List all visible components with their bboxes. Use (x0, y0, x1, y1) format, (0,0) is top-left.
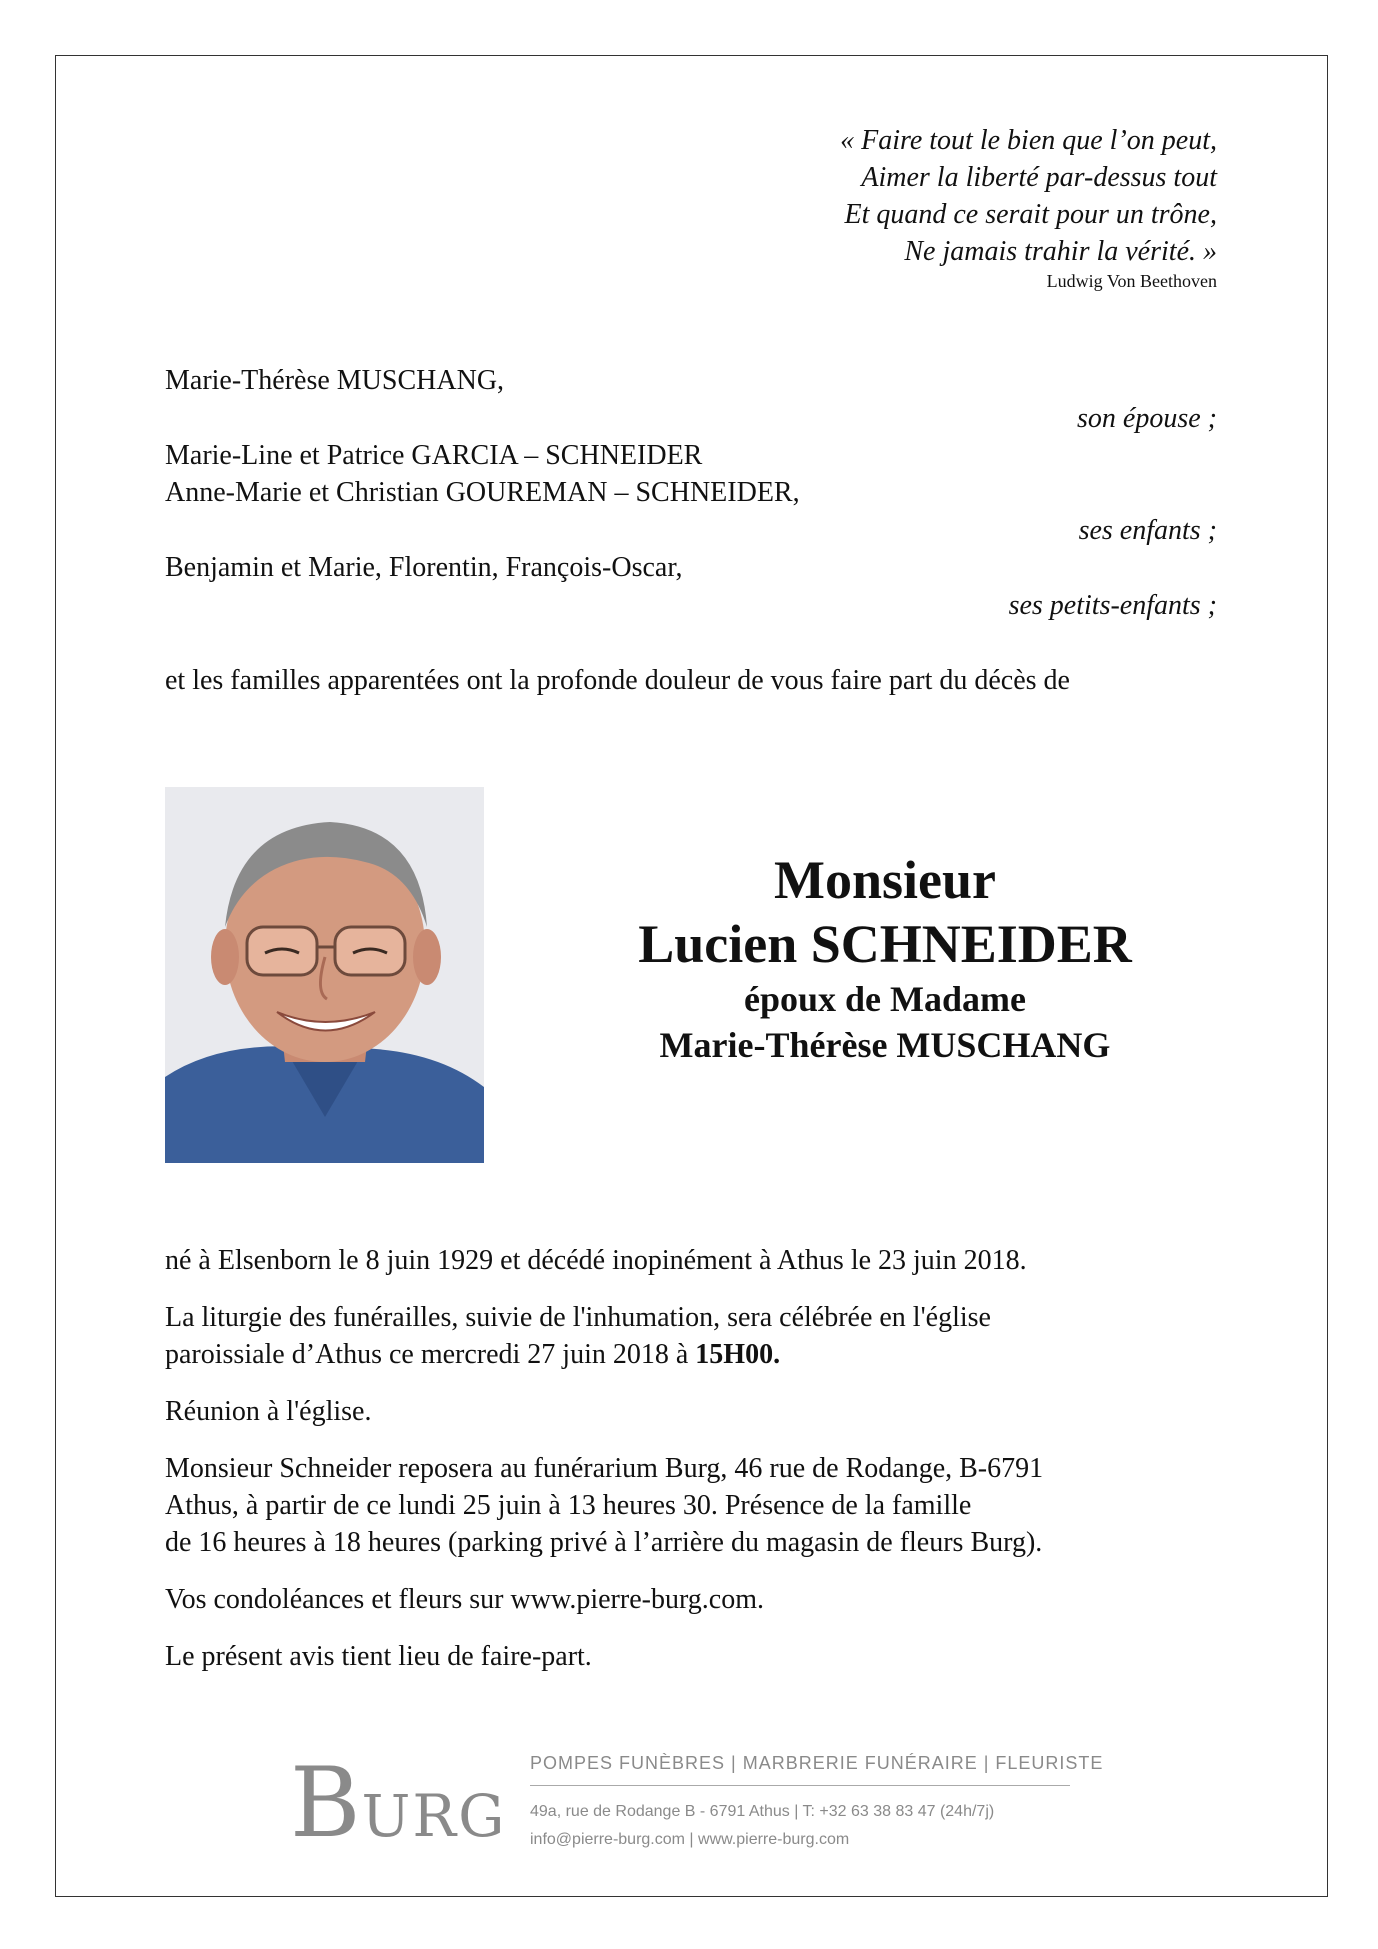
child-line: Anne-Marie et Christian GOUREMAN – SCHNEIDER, (165, 477, 800, 508)
grandchildren-names: Benjamin et Marie, Florentin, François-Oscar, (165, 552, 683, 583)
children-relation: ses enfants ; (1078, 515, 1217, 546)
footer-address: 49a, rue de Rodange B - 6791 Athus | T: +32 63 38 83 47 (24h/7j) (530, 1803, 995, 1820)
grandchildren-relation: ses petits-enfants ; (1008, 590, 1217, 621)
liturgy-line-1: La liturgie des funérailles, suivie de l'inhumation, sera célébrée en l'église (165, 1302, 991, 1333)
footer-contact: info@pierre-burg.com | www.pierre-burg.com (530, 1831, 850, 1848)
deceased-title: Monsieur (774, 850, 996, 910)
resting-line-1: Monsieur Schneider reposera au funérarium Burg, 46 rue de Rodange, B-6791 (165, 1453, 1044, 1484)
resting-line-2: Athus, à partir de ce lundi 25 juin à 13 heures 30. Présence de la famille (165, 1490, 972, 1521)
quote-line: Et quand ce serait pour un trône, (844, 199, 1217, 230)
resting-line-3: de 16 heures à 18 heures (parking privé à l’arrière du magasin de fleurs Burg). (165, 1527, 1043, 1558)
portrait-image (165, 787, 484, 1163)
liturgy-paragraph (165, 1299, 1225, 1373)
birth-death-line: né à Elsenborn le 8 juin 1929 et décédé inopinément à Athus le 23 juin 2018. (165, 1245, 1027, 1276)
deceased-name-block (505, 848, 1265, 1068)
burg-logo (290, 1747, 507, 1859)
spouse-full-name: Marie-Thérèse MUSCHANG (659, 1025, 1111, 1065)
child-line: Marie-Line et Patrice GARCIA – SCHNEIDER (165, 440, 703, 471)
logo-letters-urg: URG (361, 1782, 507, 1850)
spouse-relation: son épouse ; (1077, 403, 1217, 434)
logo-letter-b: B (290, 1747, 362, 1859)
portrait-photo (165, 787, 484, 1163)
funeral-details (165, 1242, 1225, 1695)
notice-line: Le présent avis tient lieu de faire-part. (165, 1641, 592, 1672)
quote-line: « Faire tout le bien que l’on peut, (840, 125, 1217, 156)
resting-paragraph (165, 1450, 1225, 1561)
quote-author: Ludwig Von Beethoven (1046, 271, 1217, 291)
condolences-line: Vos condoléances et fleurs sur www.pierre-burg.com. (165, 1584, 764, 1615)
footer-services: POMPES FUNÈBRES | MARBRERIE FUNÉRAIRE | FLEURISTE (530, 1753, 1104, 1773)
footer (290, 1745, 1104, 1859)
deceased-name: Lucien SCHNEIDER (638, 914, 1132, 974)
epigraph-quote (840, 122, 1217, 292)
liturgy-time: 15H00. (695, 1339, 781, 1370)
quote-line: Ne jamais trahir la vérité. » (904, 236, 1217, 267)
spouse-name: Marie-Thérèse MUSCHANG, (165, 365, 505, 396)
meeting-line: Réunion à l'église. (165, 1396, 372, 1427)
quote-line: Aimer la liberté par-dessus tout (861, 162, 1217, 193)
announcement-text: et les familles apparentées ont la profonde douleur de vous faire part du décès de (165, 665, 1070, 696)
liturgy-line-2: paroissiale d’Athus ce mercredi 27 juin 2018 à (165, 1339, 696, 1370)
footer-divider (530, 1785, 1070, 1786)
spouse-of-label: époux de Madame (744, 979, 1026, 1019)
